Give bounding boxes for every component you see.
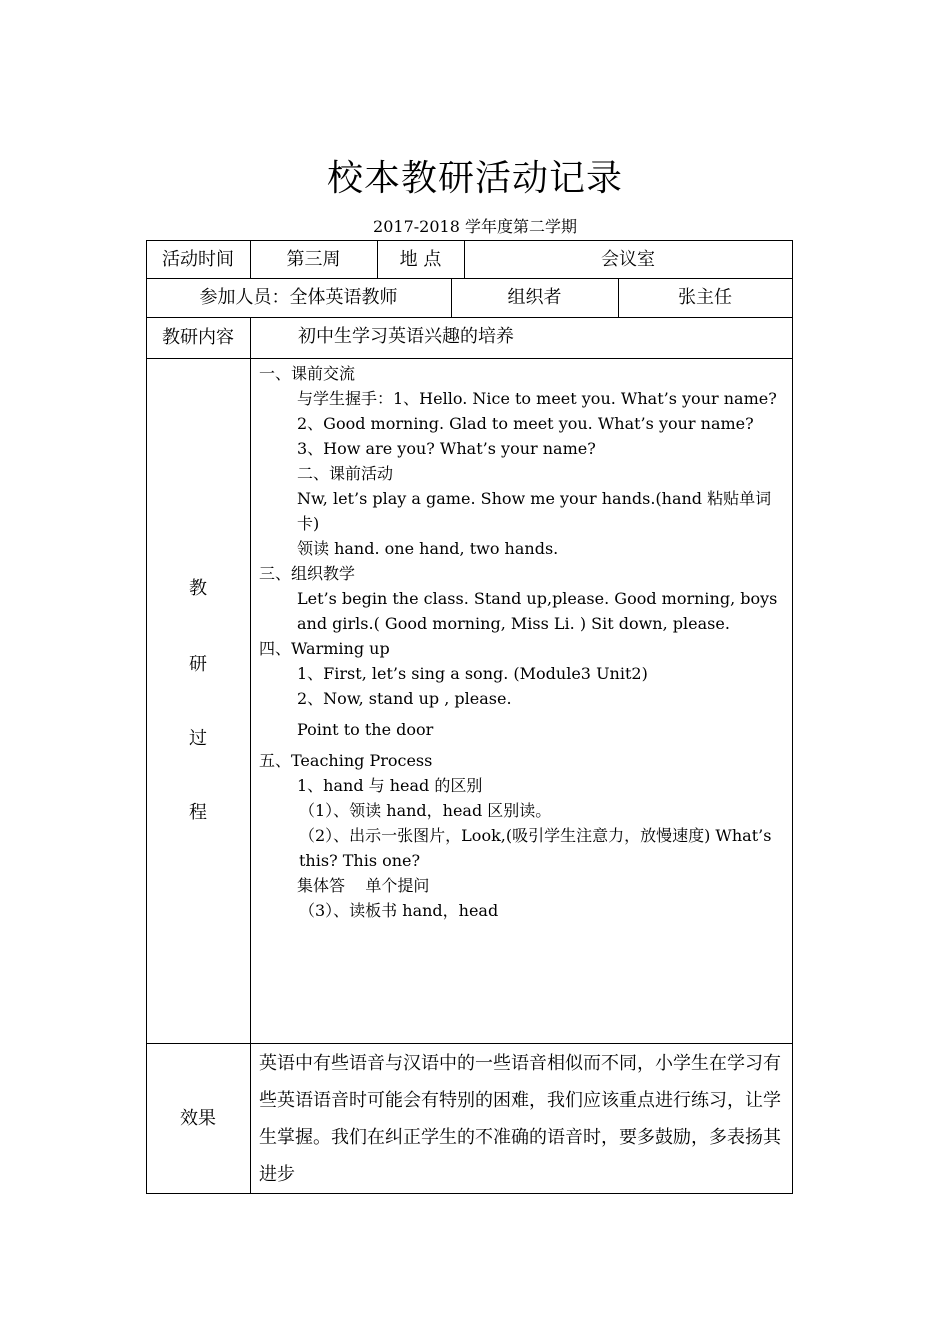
- effect-label: 效果: [180, 1107, 216, 1129]
- process-line: 二、课前活动: [297, 464, 394, 483]
- process-line: Nw, let’s play a game. Show me your hands.(hand 粘贴单词卡): [297, 489, 772, 533]
- table-border-bottom: [146, 1193, 793, 1194]
- process-line: 2、Good morning. Glad to meet you. What’s your name?: [297, 414, 754, 433]
- process-line: （2）、出示一张图片，Look,(吸引学生注意力，放慢速度) What’s this? This one?: [299, 826, 772, 870]
- process-line: 集体答 单个提问: [297, 876, 430, 895]
- table-border-right: [792, 240, 793, 1194]
- place-value: 会议室: [601, 248, 655, 270]
- process-line: （3）、读板书 hand，head: [299, 901, 499, 920]
- process-line: Let’s begin the class. Stand up,please. Good morning, boys and girls.( Good morning, Miss Li. ) Sit down, please.: [297, 589, 778, 633]
- process-line: 领读 hand. one hand, two hands.: [297, 539, 559, 558]
- process-label-char: 过: [189, 728, 207, 749]
- process-line: Point to the door: [297, 720, 434, 739]
- organizer-label: 组织者: [507, 287, 562, 308]
- semester-subtitle: 2017-2018 学年度第二学期: [373, 217, 577, 236]
- process-line: 三、组织教学: [259, 564, 356, 583]
- process-line: （1）、领读 hand，head 区别读。: [299, 801, 552, 820]
- process-content: [259, 361, 785, 923]
- place-label: 地 点: [399, 248, 442, 270]
- participants-cell: 参加人员：全体英语教师: [199, 287, 398, 308]
- table-col-divider-label: [250, 317, 251, 1194]
- document-title: 校本教研活动记录: [326, 158, 623, 199]
- process-line: 五、Teaching Process: [259, 751, 433, 770]
- organizer-value: 张主任: [678, 287, 732, 308]
- effect-text: 英语中有些语音与汉语中的一些语音相似而不同，小学生在学习有些英语语音时可能会有特别的困难，我们应该重点进行练习，让学生掌握。我们在纠正学生的不准确的语音时，要多鼓励，多表扬其进步: [259, 1053, 781, 1185]
- research-content-value: 初中生学习英语兴趣的培养: [298, 326, 514, 347]
- process-line: 1、First, let’s sing a song. (Module3 Unit2): [297, 664, 648, 683]
- process-line: 一、课前交流: [259, 364, 356, 383]
- process-line: 四、Warming up: [259, 639, 390, 658]
- process-label-char: 教: [189, 578, 207, 599]
- process-line: 1、hand 与 head 的区别: [297, 776, 483, 795]
- process-label-char: 研: [189, 654, 207, 675]
- activity-time-value: 第三周: [286, 248, 341, 270]
- table-rule-3: [146, 358, 793, 359]
- process-line: 3、How are you? What’s your name?: [297, 439, 596, 458]
- process-line: 与学生握手：1、Hello. Nice to meet you. What’s your name?: [297, 389, 777, 408]
- research-content-label: 教研内容: [162, 327, 234, 348]
- process-line: 2、Now, stand up , please.: [297, 689, 512, 708]
- process-label-char: 程: [189, 802, 207, 823]
- activity-time-label: 活动时间: [162, 248, 234, 270]
